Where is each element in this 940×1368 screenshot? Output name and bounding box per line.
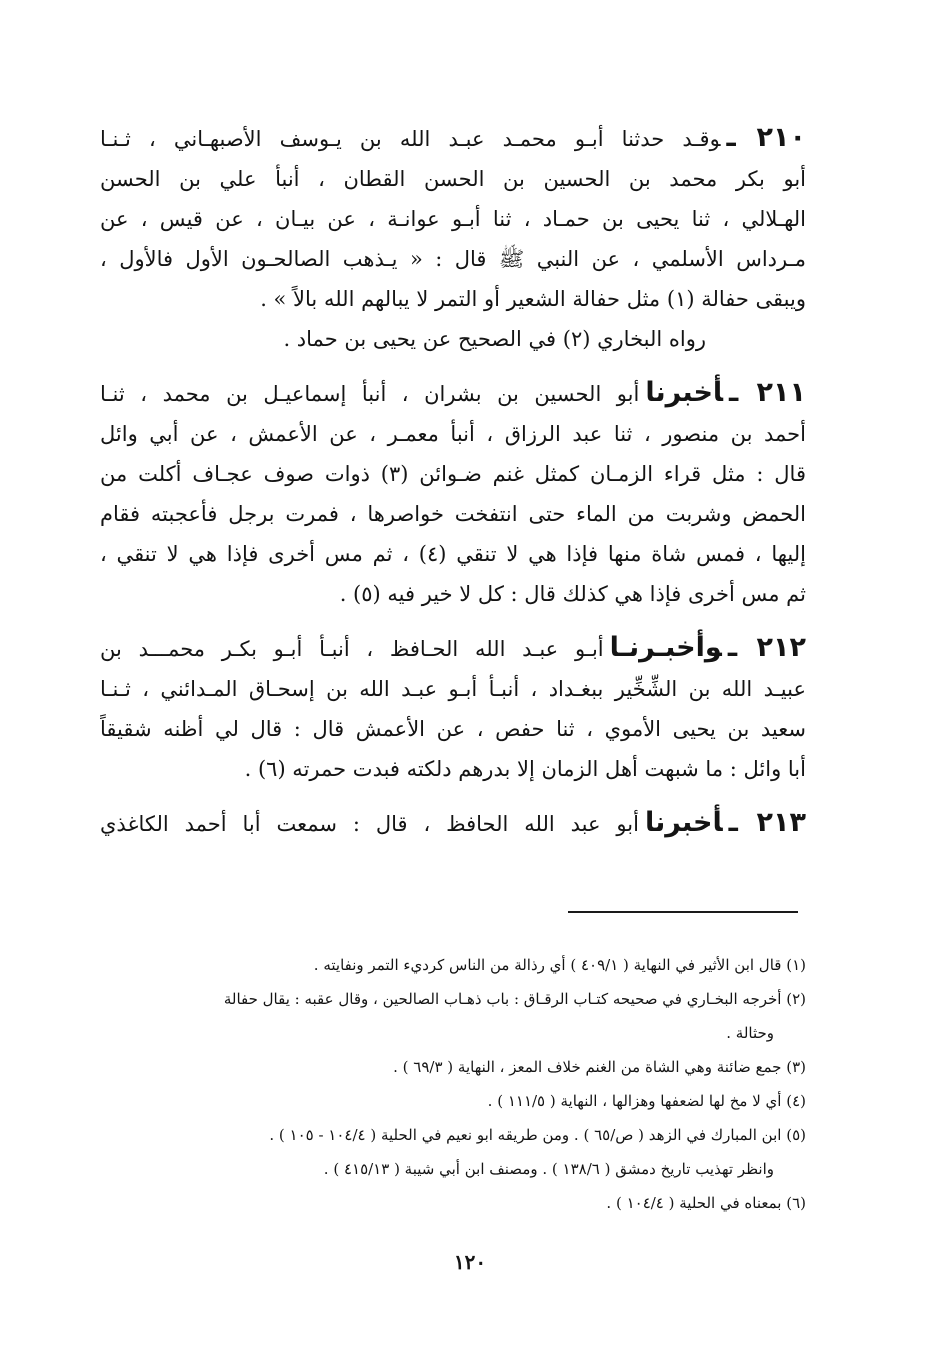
- text-line: [100, 803, 806, 844]
- hadith-number: ٢١١ ـ: [729, 377, 806, 408]
- footnote-6: (٦) بمعناه في الحلية ( ١٠٤/٤ ) .: [606, 1194, 806, 1212]
- hadith-213: [100, 803, 806, 844]
- footnote-5-continuation: وانظر تهذيب تاريخ دمشق ( ١٣٨/٦ ) . ومصنف ابن أبي شيبة ( ٤١٥/١٣ ) .: [323, 1160, 774, 1178]
- text-line: قال : مثل قراء الزمـان كمثل غنم ضـوائن (٣) ذوات صوف عجـاف أكلت من: [100, 462, 806, 486]
- footnote-1: (١) قال ابن الأثير في النهاية ( ٤٠٩/١ ) أي رذالة من الناس كرديء التمر ونفايته .: [313, 956, 806, 974]
- page-number: ١٢٠: [453, 1250, 487, 1274]
- text-line: [100, 118, 806, 159]
- text-line: الحمض وشربت من الماء حتى انتفخت خواصرها ، فمرت برجل فأعجبته فقام: [100, 502, 806, 526]
- text-line: ويبقى حفالة (١) مثل حفالة الشعير أو التمر لا يبالهم الله بالاً » .: [260, 287, 806, 311]
- text-line: [100, 628, 806, 669]
- footnote-5: (٥) ابن المبارك في الزهد ( ص/٦٥ ) . ومن طريقه ابو نعيم في الحلية ( ١٠٤/٤ - ١٠٥ ) .: [269, 1126, 806, 1144]
- footnote-2: (٢) أخرجه البخـاري في صحيحه كتـاب الرقـاق : باب ذهـاب الصالحين ، وقال عقبه : يقال حفالة: [223, 990, 806, 1008]
- footnote-2-continuation: وحثالة .: [726, 1024, 774, 1042]
- hadith-keyword: أخبرنا: [644, 807, 723, 838]
- footnotes: [100, 948, 806, 1220]
- hadith-number: ٢١٢ ـ: [727, 632, 806, 663]
- hadith-number: ٢١٠ ـ: [726, 122, 806, 153]
- hadith-211: [100, 373, 806, 614]
- text-line-content: وقـد حدثنا أبـو محمـد عبـد الله بن يـوسف الأصبهـاني ، ثـنـا: [100, 127, 721, 151]
- hadith-number: ٢١٣ ـ: [728, 807, 806, 838]
- hadith-keyword: أخبرنا: [645, 377, 724, 408]
- text-line: سعيد بن يحيى الأموي ، ثنا حفص ، عن الأعمش قال : قال لي أظنه شقيقاً: [100, 717, 806, 741]
- hadith-keyword: وأخبـرنـا: [609, 632, 722, 663]
- text-line: أحمد بن منصور ، ثنا عبد الرزاق ، أنبأ معمـر ، عن الأعمش ، عن أبي وائل: [100, 422, 806, 446]
- hadith-212: [100, 628, 806, 789]
- text-line: [100, 373, 806, 414]
- text-line: ثم مس أخرى فإذا هي كذلك قال : كل لا خير فيه (٥) .: [339, 582, 806, 606]
- footnote-4: (٤) أي لا مخ لها لضعفها وهزالها ، النهاية ( ١١١/٥ ) .: [487, 1092, 806, 1110]
- text-line-content: أبو الحسين بن بشران ، أنبأ إسماعيـل بن محمد ، ثنـا: [100, 382, 640, 406]
- text-line: إليها ، فمس شاة منها فإذا هي لا تنقي (٤) ، ثم مس أخرى فإذا هي لا تنقي ،: [100, 542, 806, 566]
- hadith-210: [100, 118, 806, 359]
- text-line-content: أبـو عبـد الله الحـافظ ، أنبـأ أبـو بكـر محمـــد بن: [100, 637, 604, 661]
- main-text: [100, 118, 806, 858]
- footnote-3: (٣) جمع ضائنة وهي الشاة من الغنم خلاف المعز ، النهاية ( ٦٩/٣ ) .: [393, 1058, 806, 1076]
- text-line: أبو بكر محمد بن الحسين بن الحسن القطان ، أنبأ علي بن الحسن: [100, 167, 806, 191]
- text-line: أبا وائل : ما شبهت أهل الزمان إلا بدرهم دلكته فبدت حمرته (٦) .: [244, 757, 806, 781]
- riwaya-line: رواه البخاري (٢) في الصحيح عن يحيى بن حماد .: [283, 327, 706, 351]
- text-line: عبيـد الله بن الشِّخِّير ببغـداد ، أنبـأ أبـو عبـد الله بن إسحـاق المـدائني ، ثـنـا: [100, 677, 806, 701]
- text-line-content: أبو عبد الله الحافظ ، قال : سمعت أبا أحمد الكاغذي: [100, 812, 639, 836]
- text-line: الهـلالي ، ثنا يحيى بن حمـاد ، ثنا أبـو عوانـة ، عن بيـان ، عن قيس ، عن: [100, 207, 806, 231]
- text-line: مـرداس الأسلمي ، عن النبي ﷺ قال : « يـذهب الصالحـون الأول فالأول ،: [100, 247, 806, 271]
- footnote-separator: [568, 911, 798, 913]
